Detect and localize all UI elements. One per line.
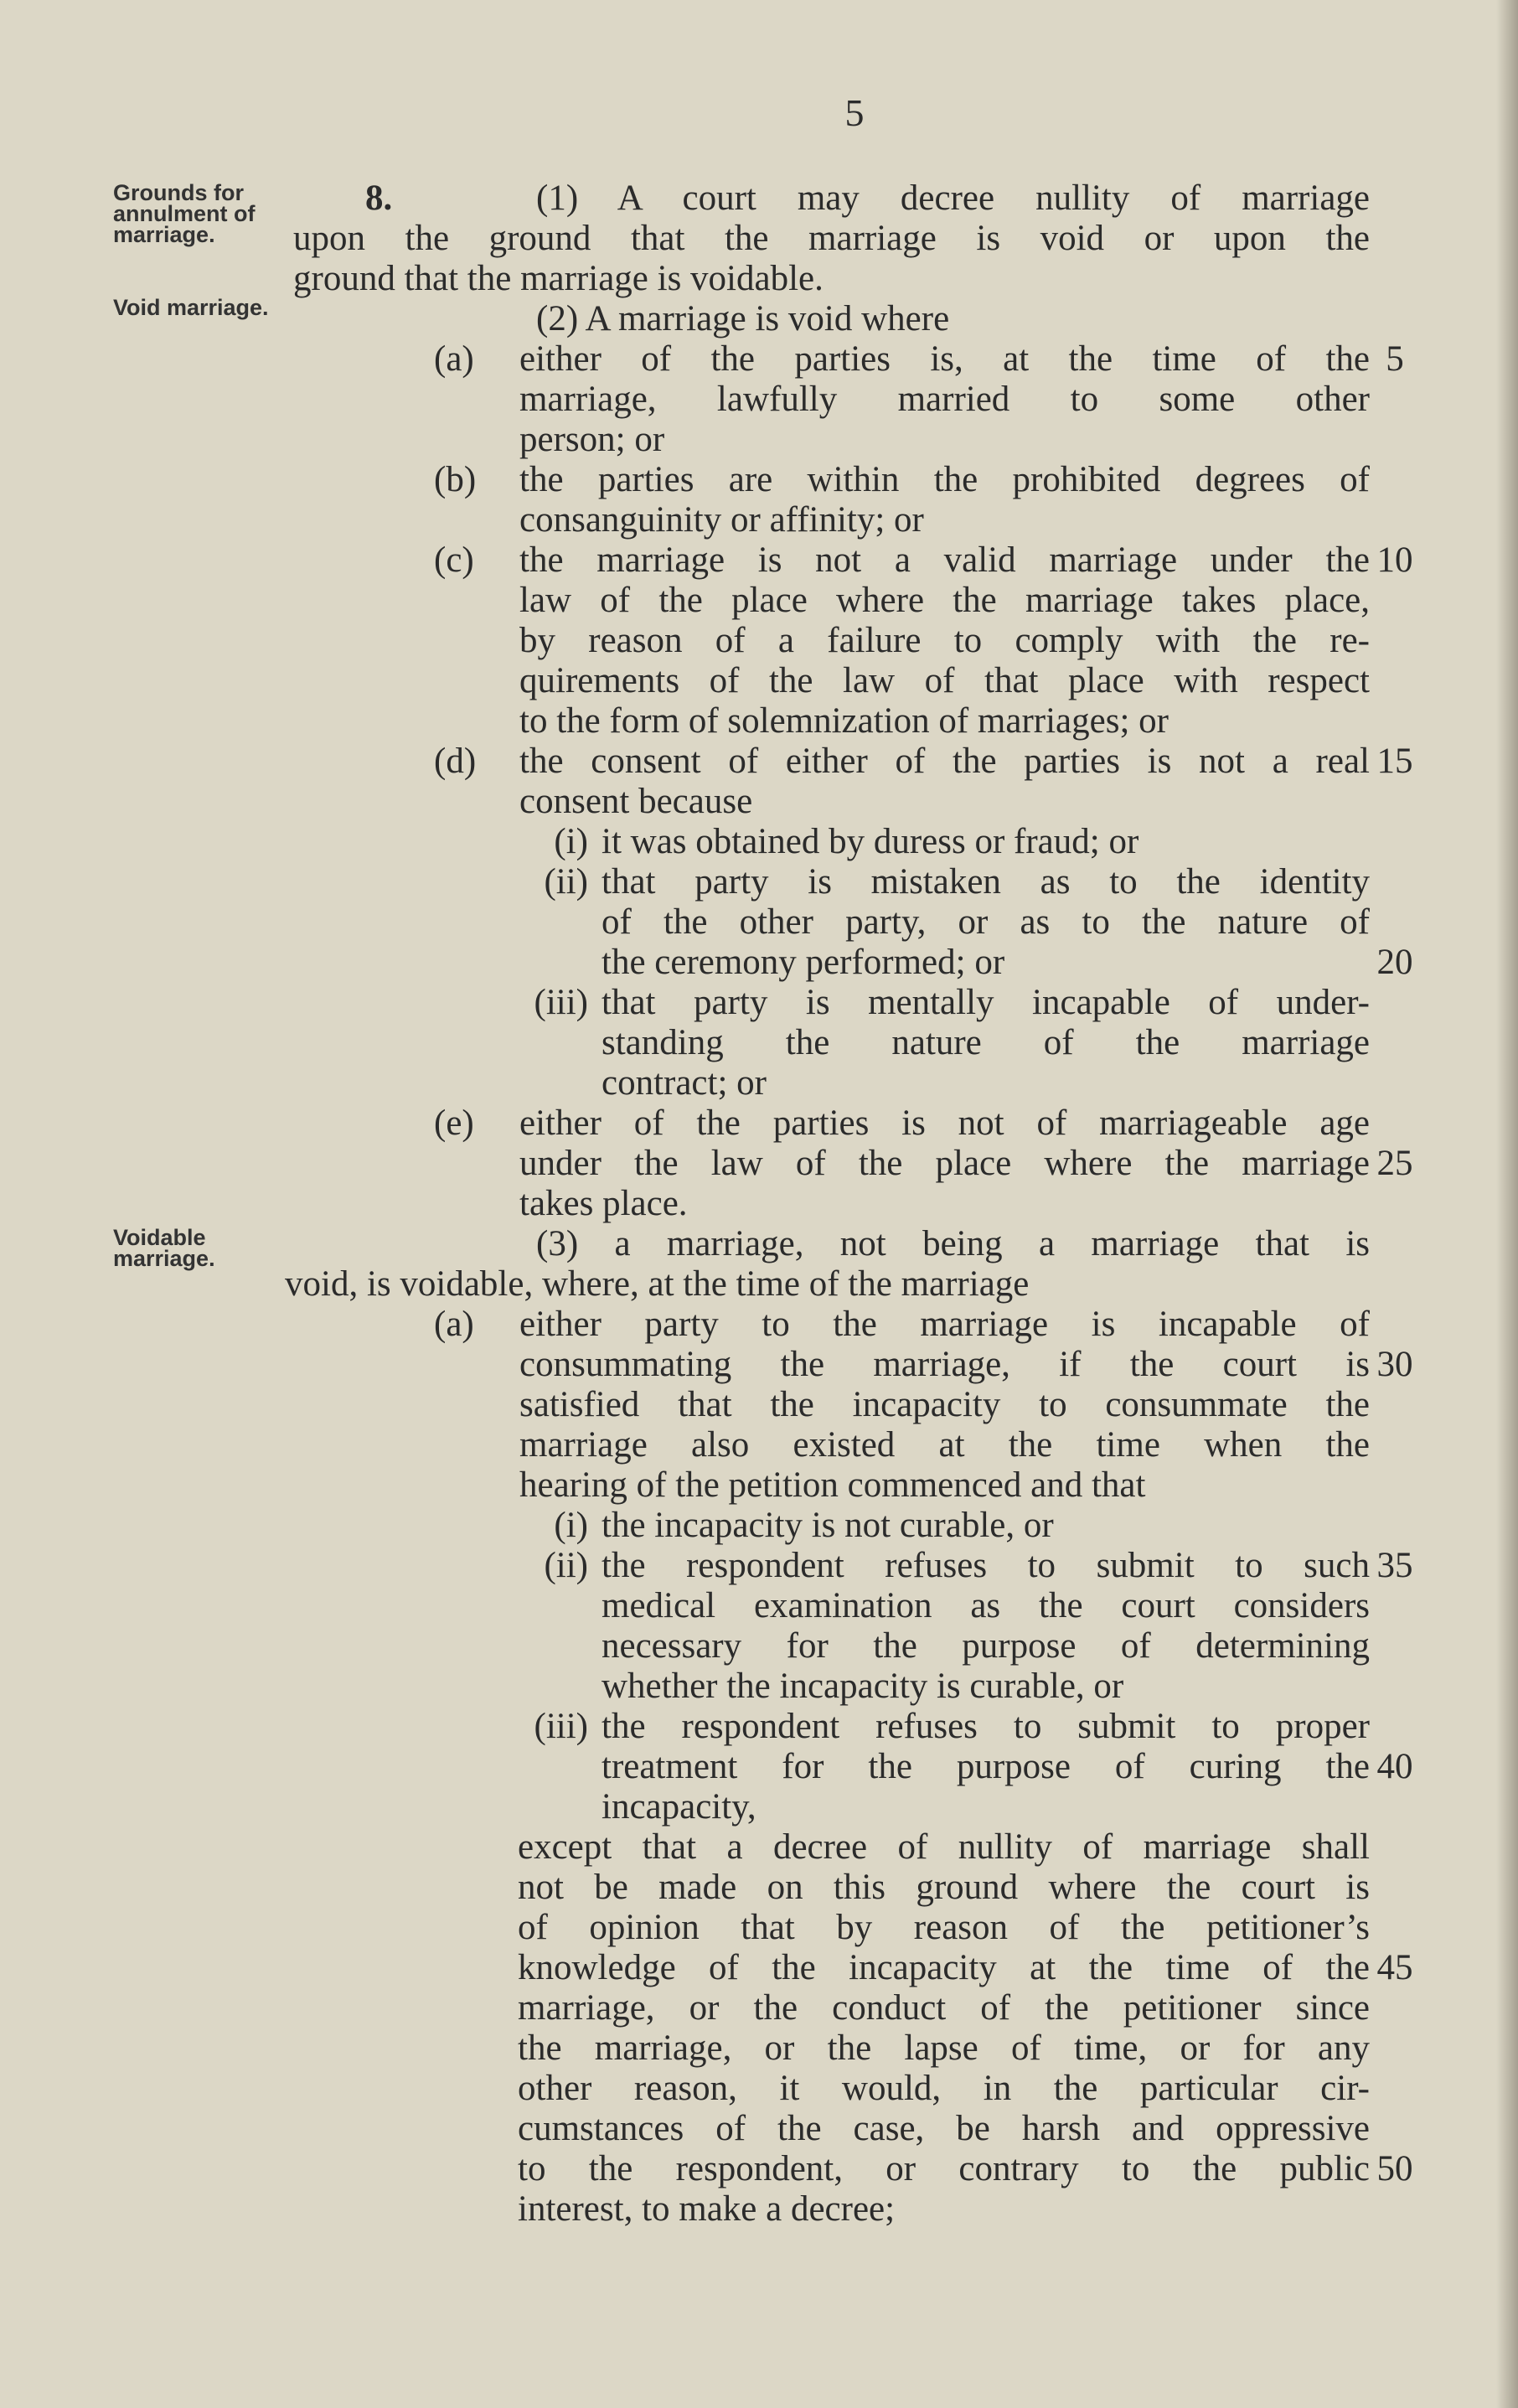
text-line xyxy=(293,1747,1370,1787)
text-line-content: knowledge of the incapacity at the time of the xyxy=(518,1948,1370,1987)
text-line-content: interest, to make a decree; xyxy=(518,2189,896,2229)
subparagraph-label: (ii) xyxy=(544,1546,588,1585)
text-line-content: other reason, it would, in the particular cir- xyxy=(518,2069,1370,2108)
page-number: 5 xyxy=(844,91,865,134)
text-line xyxy=(293,661,1370,701)
text-line-content: quirements of the law of that place with respect xyxy=(519,661,1370,700)
text-line-content: that party is mentally incapable of under- xyxy=(602,983,1370,1022)
text-line xyxy=(293,1908,1370,1948)
line-number: 5 xyxy=(1386,339,1404,379)
text-line-content: to the respondent, or contrary to the public xyxy=(518,2149,1370,2188)
text-line xyxy=(293,1103,1370,1144)
text-line-content: except that a decree of nullity of marriage shall xyxy=(518,1827,1370,1867)
text-line-content: it was obtained by duress or fraud; or xyxy=(602,822,1139,861)
text-line xyxy=(293,1506,1370,1546)
text-line xyxy=(293,782,1370,822)
text-line xyxy=(293,1827,1370,1868)
text-line-content: that party is mistaken as to the identity xyxy=(602,862,1370,902)
text-line-content: marriage, or the conduct of the petitioner since xyxy=(518,1988,1370,2028)
text-line-content: law of the place where the marriage takes place, xyxy=(519,581,1370,620)
text-line-content: person; or xyxy=(519,420,665,459)
text-line-content: medical examination as the court considers xyxy=(602,1586,1370,1625)
text-line xyxy=(293,1707,1370,1747)
text-line xyxy=(293,2109,1370,2149)
text-line-content: of the other party, or as to the nature of xyxy=(602,902,1370,942)
text-line xyxy=(293,1465,1370,1506)
text-line xyxy=(293,742,1370,782)
text-line xyxy=(293,822,1370,862)
text-line-content: satisfied that the incapacity to consummate the xyxy=(519,1385,1370,1424)
text-line: ground that the marriage is voidable. xyxy=(293,259,824,298)
section-number: 8. xyxy=(365,178,393,218)
paragraph-label: (a) xyxy=(434,1305,474,1344)
text-line-content: contract; or xyxy=(602,1063,767,1103)
text-line-content: the parties are within the prohibited degrees of xyxy=(519,460,1370,499)
text-line xyxy=(293,902,1370,943)
text-line xyxy=(293,621,1370,661)
text-line xyxy=(293,862,1370,902)
text-line xyxy=(293,1666,1370,1707)
line-number: 35 xyxy=(1376,1546,1413,1585)
text-line xyxy=(293,339,1370,380)
text-line-content: the incapacity is not curable, or xyxy=(602,1506,1054,1545)
text-line-content: whether the incapacity is curable, or xyxy=(602,1666,1124,1706)
text-line xyxy=(285,1264,1370,1305)
text-line xyxy=(293,1063,1370,1103)
text-line-content: (2) A marriage is void where xyxy=(536,299,950,338)
text-line-content: marriage, lawfully married to some other xyxy=(519,380,1370,419)
text-line xyxy=(293,1144,1370,1184)
text-line xyxy=(293,1184,1370,1224)
paragraph-label: (c) xyxy=(434,540,474,580)
paragraph-label: (b) xyxy=(434,460,477,499)
text-line xyxy=(293,1948,1370,1988)
text-line xyxy=(293,460,1370,500)
subparagraph-label: (iii) xyxy=(534,983,588,1022)
text-line-content: incapacity, xyxy=(602,1787,756,1827)
line-number: 30 xyxy=(1376,1345,1413,1384)
text-line-content: cumstances of the case, be harsh and oppressive xyxy=(518,2109,1370,2148)
text-line-content: hearing of the petition commenced and that xyxy=(519,1465,1146,1505)
text-line xyxy=(293,1868,1370,1908)
paragraph-label: (a) xyxy=(434,339,474,379)
text-line-content: the marriage is not a valid marriage under the xyxy=(519,540,1370,580)
text-line xyxy=(293,1224,1370,1264)
text-line xyxy=(293,1385,1370,1425)
subparagraph-label: (ii) xyxy=(544,862,588,902)
margin-note-voidable: Voidable marriage. xyxy=(113,1225,215,1271)
text-line-content: the ceremony performed; or xyxy=(602,943,1005,982)
text-line xyxy=(293,1787,1370,1827)
margin-note-void: Void marriage. xyxy=(113,295,269,320)
text-line xyxy=(293,1023,1370,1063)
text-line xyxy=(293,943,1370,983)
text-line-content: not be made on this ground where the court is xyxy=(518,1868,1370,1907)
text-line-content: marriage also existed at the time when the xyxy=(519,1425,1370,1465)
text-line xyxy=(293,1626,1370,1666)
text-line xyxy=(293,2189,1370,2230)
text-line-content: either of the parties is, at the time of the xyxy=(519,339,1370,379)
line-number: 10 xyxy=(1376,540,1413,580)
section-body xyxy=(285,178,1370,2230)
text-line-content: (3) a marriage, not being a marriage that is xyxy=(536,1224,1370,1263)
text-line-content: void, is voidable, where, at the time of the marriage xyxy=(285,1264,1030,1304)
subparagraph-label: (i) xyxy=(554,1506,588,1545)
text-line xyxy=(293,420,1370,460)
page-edge-shadow xyxy=(1496,0,1518,2408)
text-line: upon the ground that the marriage is void or upon the xyxy=(293,219,1370,258)
text-line-content: consummating the marriage, if the court is xyxy=(519,1345,1370,1384)
text-line-content: by reason of a failure to comply with the re- xyxy=(519,621,1370,660)
text-line-content: to the form of solemnization of marriages; or xyxy=(519,701,1169,741)
paragraph-label: (d) xyxy=(434,742,477,781)
margin-note-grounds: Grounds for annulment of marriage. xyxy=(113,180,256,247)
text-line xyxy=(293,540,1370,581)
text-line xyxy=(293,2028,1370,2069)
text-line-content: treatment for the purpose of curing the xyxy=(602,1747,1370,1786)
text-line xyxy=(293,500,1370,540)
text-line-content: (1) A court may decree nullity of marriage xyxy=(536,178,1370,218)
text-line-content: of opinion that by reason of the petitioner’s xyxy=(518,1908,1370,1947)
text-line xyxy=(293,701,1370,742)
text-line-content: under the law of the place where the marriage xyxy=(519,1144,1370,1183)
line-number: 45 xyxy=(1376,1948,1413,1987)
line-number: 40 xyxy=(1376,1747,1413,1786)
text-line-content: necessary for the purpose of determining xyxy=(602,1626,1370,1666)
line-number: 50 xyxy=(1376,2149,1413,2188)
text-line xyxy=(293,2069,1370,2109)
text-line-content: the marriage, or the lapse of time, or for any xyxy=(518,2028,1370,2068)
text-line xyxy=(293,1425,1370,1465)
text-line-content: either party to the marriage is incapable of xyxy=(519,1305,1370,1344)
text-line xyxy=(293,178,1370,219)
text-line xyxy=(293,1345,1370,1385)
text-line-content: takes place. xyxy=(519,1184,688,1223)
text-line xyxy=(293,1988,1370,2028)
subparagraph-label: (i) xyxy=(554,822,588,861)
line-number: 20 xyxy=(1376,943,1413,982)
text-line-content: consent because xyxy=(519,782,753,821)
text-line-content: the respondent refuses to submit to such xyxy=(602,1546,1370,1585)
text-line xyxy=(293,1586,1370,1626)
text-line-content: either of the parties is not of marriageable age xyxy=(519,1103,1370,1143)
line-number: 25 xyxy=(1376,1144,1413,1183)
paragraph-label: (e) xyxy=(434,1103,474,1143)
text-line xyxy=(293,983,1370,1023)
text-line-content: the consent of either of the parties is not a real xyxy=(519,742,1370,781)
subparagraph-label: (iii) xyxy=(534,1707,588,1746)
text-line-content: the respondent refuses to submit to proper xyxy=(602,1707,1370,1746)
text-line-content: standing the nature of the marriage xyxy=(602,1023,1370,1062)
line-number: 15 xyxy=(1376,742,1413,781)
text-line xyxy=(293,380,1370,420)
text-line xyxy=(293,299,1370,339)
text-line xyxy=(293,1546,1370,1586)
text-line xyxy=(293,1305,1370,1345)
text-line xyxy=(293,581,1370,621)
text-line xyxy=(293,2149,1370,2189)
text-line-content: consanguinity or affinity; or xyxy=(519,500,924,540)
